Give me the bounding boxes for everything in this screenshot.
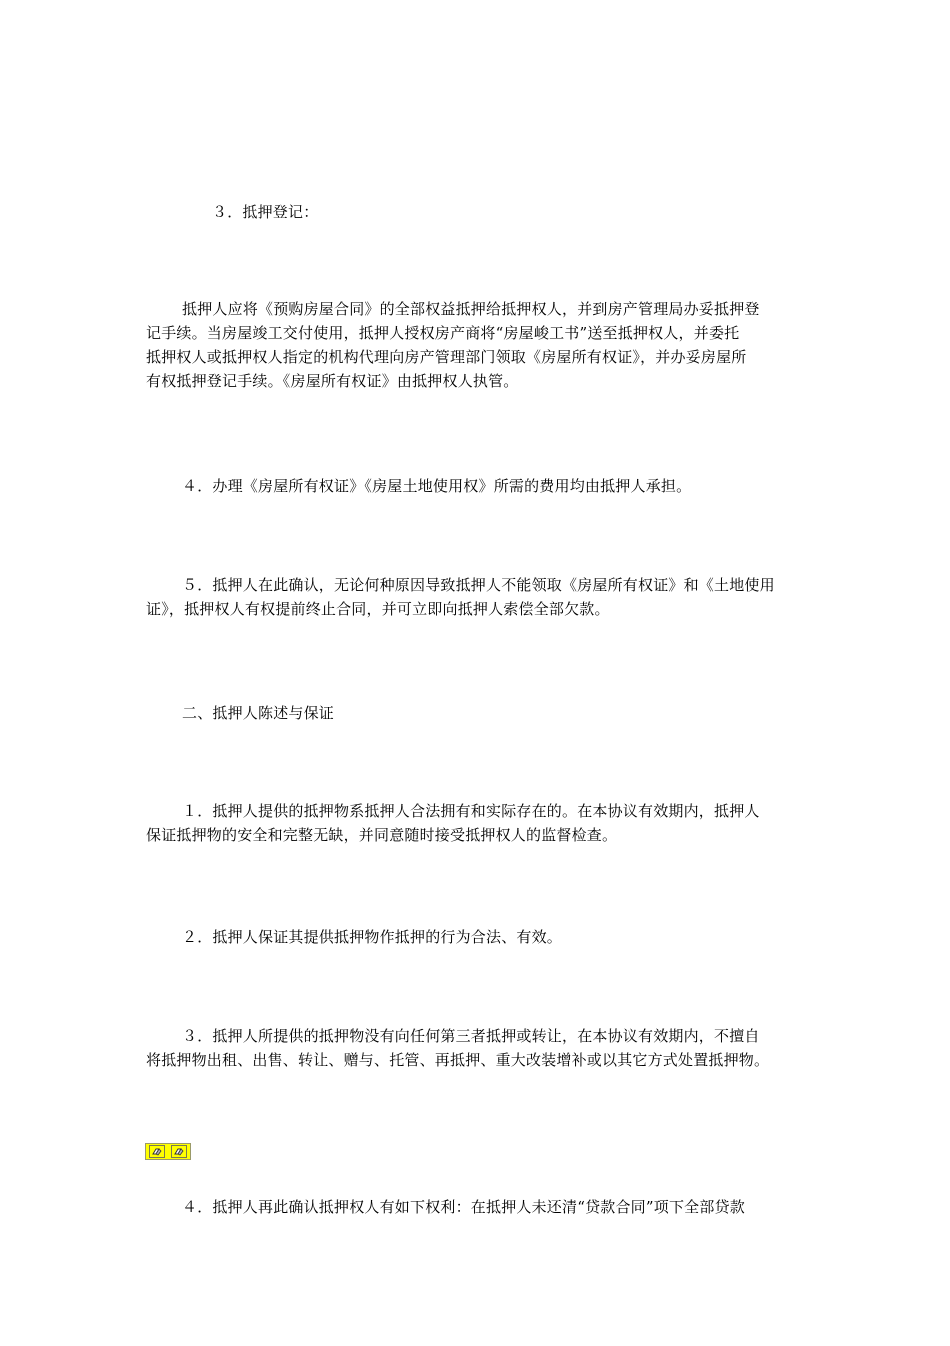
text-line: 有权抵押登记手续。《房屋所有权证》由抵押权人执管。	[146, 372, 519, 390]
text-line: 将抵押物出租、出售、转让、赠与、托管、再抵押、重大改装增补或以其它方式处置抵押物。	[146, 1051, 770, 1069]
clause-5-confirm	[146, 573, 814, 621]
section-2-item-1	[146, 799, 814, 847]
text-line: 记手续。当房屋竣工交付使用，抵押人授权房产商将“房屋峻工书”送至抵押权人，并委托	[146, 324, 740, 342]
text-line: ４．办理《房屋所有权证》《房屋土地使用权》所需的费用均由抵押人承担。	[182, 477, 692, 495]
clause-3-body	[146, 297, 814, 393]
section-2-heading	[146, 701, 814, 725]
text-line: ２．抵押人保证其提供抵押物作抵押的行为合法、有效。	[182, 928, 563, 946]
text-line: １．抵押人提供的抵押物系抵押人合法拥有和实际存在的。在本协议有效期内，抵押人	[182, 802, 760, 820]
text-line: 二、抵押人陈述与保证	[182, 704, 335, 722]
text-line: 证》，抵押权人有权提前终止合同，并可立即向抵押人索偿全部欠款。	[146, 600, 610, 618]
link-icon[interactable]	[171, 1145, 187, 1158]
text-line: 抵押人应将《预购房屋合同》的全部权益抵押给抵押权人，并到房产管理局办妥抵押登	[182, 300, 760, 318]
clause-4-fees	[146, 474, 814, 498]
embedded-icon-strip[interactable]	[145, 1143, 191, 1160]
clause-3-title	[146, 200, 814, 224]
section-2-item-2	[146, 925, 814, 949]
text-line: ３．抵押登记：	[212, 203, 319, 221]
link-icon[interactable]	[149, 1145, 165, 1158]
text-line: ４．抵押人再此确认抵押权人有如下权利：在抵押人未还清“贷款合同”项下全部贷款	[182, 1198, 745, 1216]
text-line: ５．抵押人在此确认，无论何种原因导致抵押人不能领取《房屋所有权证》和《土地使用	[182, 576, 775, 594]
text-line: 保证抵押物的安全和完整无缺，并同意随时接受抵押权人的监督检查。	[146, 826, 618, 844]
text-line: 抵押权人或抵押权人指定的机构代理向房产管理部门领取《房屋所有权证》，并办妥房屋所	[146, 348, 747, 366]
text-line: ３．抵押人所提供的抵押物没有向任何第三者抵押或转让，在本协议有效期内，不擅自	[182, 1027, 760, 1045]
section-2-item-4	[146, 1195, 814, 1219]
section-2-item-3	[146, 1024, 836, 1072]
